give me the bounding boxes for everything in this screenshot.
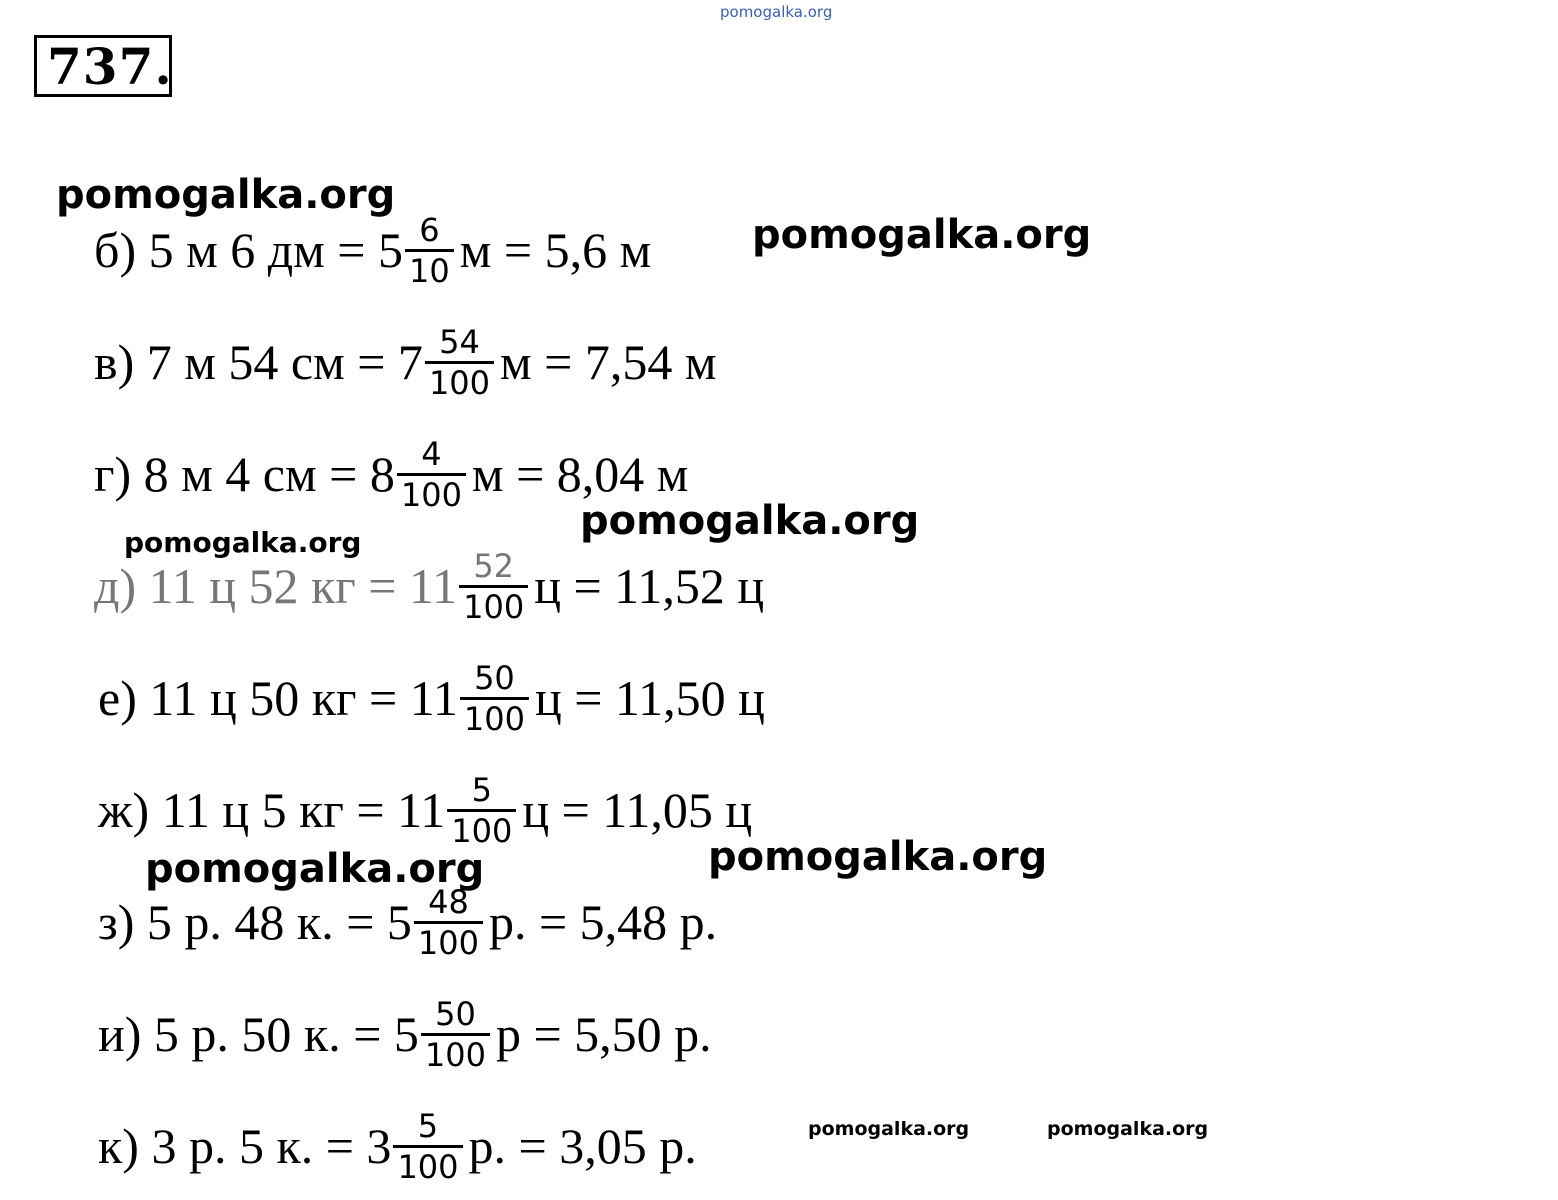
fraction-denominator: 100 bbox=[421, 1033, 490, 1074]
fraction-denominator: 100 bbox=[425, 361, 494, 402]
watermark: pomogalka.org bbox=[708, 834, 1048, 880]
fraction bbox=[447, 771, 516, 850]
equation-right: м = 8,04 м bbox=[471, 446, 689, 502]
problem-number: 737. bbox=[34, 35, 172, 97]
equation-line-k bbox=[98, 1096, 697, 1196]
equation-line-z bbox=[98, 872, 717, 972]
fraction-denominator: 100 bbox=[460, 697, 529, 738]
watermark: pomogalka.org bbox=[124, 526, 362, 559]
fraction-denominator: 100 bbox=[447, 809, 516, 850]
equation-right: ц = 11,05 ц bbox=[522, 782, 753, 838]
fraction-numerator: 5 bbox=[417, 1106, 439, 1145]
equation-left: д) 11 ц 52 кг = 11 bbox=[94, 558, 458, 614]
fraction bbox=[459, 547, 528, 626]
equation-left: г) 8 м 4 см = 8 bbox=[94, 446, 395, 502]
watermark: pomogalka.org bbox=[808, 1118, 970, 1140]
fraction-denominator: 10 bbox=[405, 249, 454, 290]
watermark-top: pomogalka.org bbox=[720, 3, 833, 21]
equation-left: е) 11 ц 50 кг = 11 bbox=[98, 670, 458, 726]
watermark: pomogalka.org bbox=[56, 172, 396, 218]
fraction-numerator: 54 bbox=[439, 322, 480, 361]
equation-line-e bbox=[98, 648, 765, 748]
equation-left: б) 5 м 6 дм = 5 bbox=[94, 222, 404, 278]
equation-line-zh bbox=[98, 760, 752, 860]
equation-right: ц = 11,52 ц bbox=[534, 558, 765, 614]
fraction-numerator: 48 bbox=[428, 882, 469, 921]
watermark: pomogalka.org bbox=[145, 846, 485, 892]
fraction bbox=[405, 211, 454, 290]
fraction bbox=[460, 659, 529, 738]
equation-right: р = 5,50 р. bbox=[495, 1006, 712, 1062]
fraction-denominator: 100 bbox=[459, 585, 528, 626]
equation-left: ж) 11 ц 5 кг = 11 bbox=[98, 782, 446, 838]
equation-right: м = 7,54 м bbox=[500, 334, 717, 390]
equation-left: в) 7 м 54 см = 7 bbox=[94, 334, 423, 390]
fraction-numerator: 5 bbox=[471, 770, 492, 809]
fraction bbox=[421, 995, 490, 1074]
fraction bbox=[414, 883, 483, 962]
fraction-numerator: 6 bbox=[419, 210, 440, 249]
watermark: pomogalka.org bbox=[580, 498, 920, 544]
equation-right: р. = 3,05 р. bbox=[468, 1118, 697, 1174]
equation-right: р. = 5,48 р. bbox=[488, 894, 718, 950]
equation-line-i bbox=[98, 984, 712, 1084]
fraction-denominator: 100 bbox=[397, 473, 466, 514]
fraction-numerator: 50 bbox=[435, 994, 476, 1033]
fraction bbox=[393, 1107, 462, 1186]
equation-right: м = 5,6 м bbox=[459, 222, 652, 278]
watermark: pomogalka.org bbox=[1047, 1118, 1209, 1140]
fraction bbox=[397, 435, 466, 514]
fraction-numerator: 50 bbox=[474, 658, 515, 697]
fraction-numerator: 52 bbox=[473, 546, 515, 585]
fraction-numerator: 4 bbox=[421, 434, 442, 473]
equation-left: з) 5 р. 48 к. = 5 bbox=[98, 894, 412, 950]
equation-left: и) 5 р. 50 к. = 5 bbox=[98, 1006, 419, 1062]
fraction bbox=[425, 323, 494, 402]
equation-left: к) 3 р. 5 к. = 3 bbox=[98, 1118, 392, 1174]
fraction-denominator: 100 bbox=[393, 1145, 462, 1186]
equation-line-v bbox=[94, 312, 717, 412]
fraction-denominator: 100 bbox=[414, 921, 483, 962]
watermark: pomogalka.org bbox=[752, 212, 1092, 258]
equation-line-g bbox=[94, 424, 688, 524]
equation-line-b bbox=[94, 200, 651, 300]
equation-line-d bbox=[94, 536, 764, 636]
equation-right: ц = 11,50 ц bbox=[534, 670, 765, 726]
